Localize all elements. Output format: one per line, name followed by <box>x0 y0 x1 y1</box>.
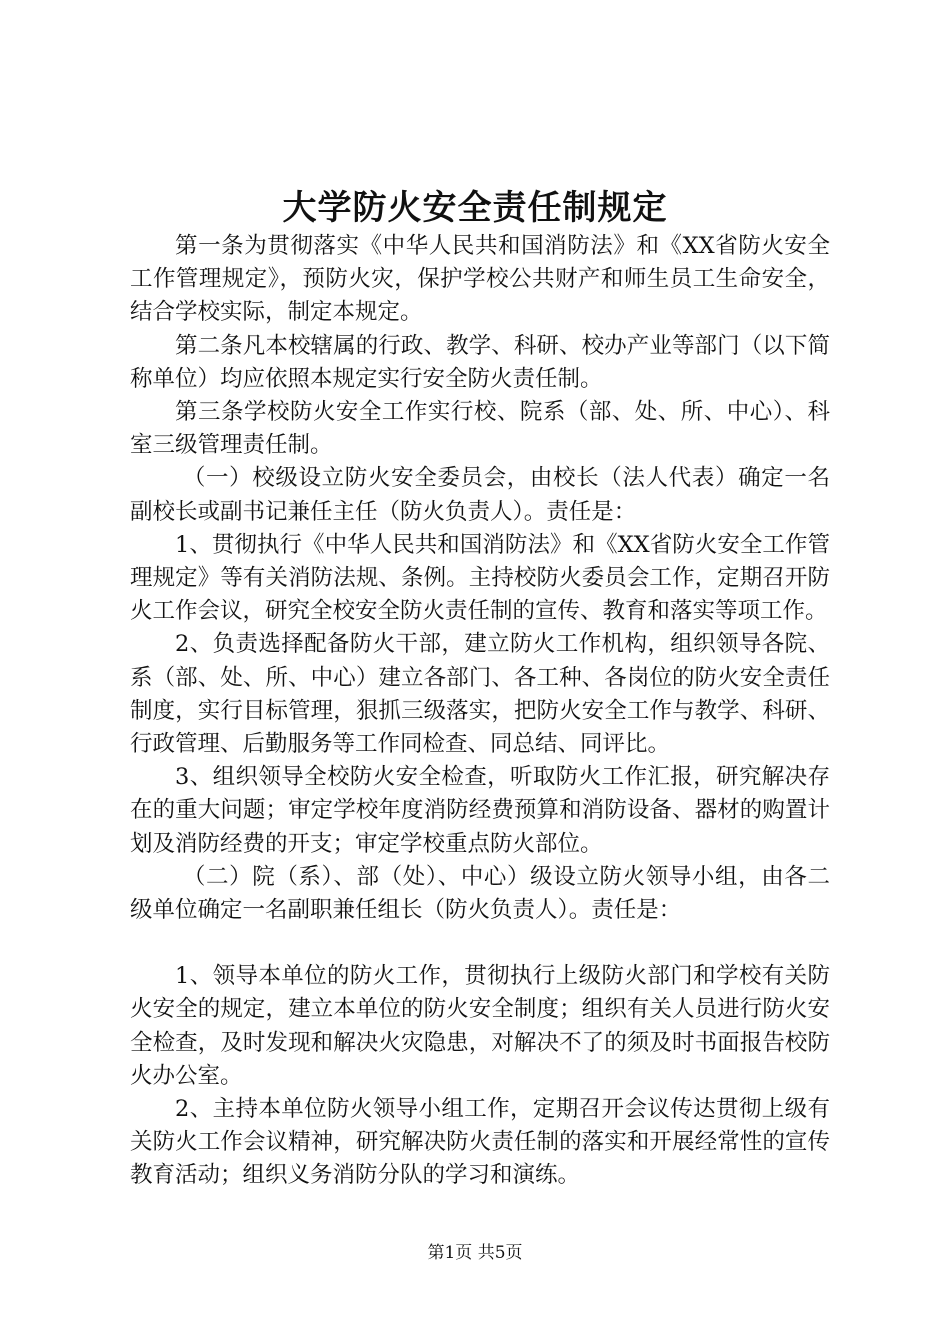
paragraph-section-1: （一）校级设立防火安全委员会，由校长（法人代表）确定一名副校长或副书记兼任主任（防火负责人）。责任是： <box>130 465 830 525</box>
paragraph-section-2: （二）院（系）、部（处）、中心）级设立防火领导小组，由各二级单位确定一名副职兼任组长（防火负责人）。责任是： <box>130 863 830 924</box>
paragraph-item-2-2: 2、主持本单位防火领导小组工作，定期召开会议传达贯彻上级有关防火工作会议精神，研究解决防火责任制的落实和开展经常性的宣传教育活动；组织义务消防分队的学习和演练。 <box>130 1096 830 1189</box>
paragraph-item-1-2: 2、负责选择配备防火干部，建立防火工作机构，组织领导各院、系（部、处、所、中心）建立各部门、各工种、各岗位的防火安全责任制度，实行目标管理，狠抓三级落实，把防火安全工作与教学、科研、行政管理、后勤服务等工作同检查、同总结、同评比。 <box>130 631 830 758</box>
document-title: 大学防火安全责任制规定 <box>282 188 668 228</box>
page-number: 第1页 共5页 <box>427 1243 523 1263</box>
paragraph-article-2: 第二条凡本校辖属的行政、教学、科研、校办产业等部门（以下简称单位）均应依照本规定实行安全防火责任制。 <box>130 332 830 392</box>
paragraph-article-1: 第一条为贯彻落实《中华人民共和国消防法》和《XX省防火安全工作管理规定》，预防火灾，保护学校公共财产和师生员工生命安全，结合学校实际，制定本规定。 <box>130 233 830 326</box>
paragraph-item-1-3: 3、组织领导全校防火安全检查，听取防火工作汇报，研究解决存在的重大问题；审定学校年度消防经费预算和消防设备、器材的购置计划及消防经费的开支；审定学校重点防火部位。 <box>130 764 830 857</box>
document-body <box>130 230 830 1193</box>
paragraph-item-2-1: 1、领导本单位的防火工作，贯彻执行上级防火部门和学校有关防火安全的规定，建立本单位的防火安全制度；组织有关人员进行防火安全检查，及时发现和解决火灾隐患，对解决不了的须及时书面报告校防火办公室。 <box>130 963 830 1089</box>
paragraph-item-1-1: 1、贯彻执行《中华人民共和国消防法》和《XX省防火安全工作管理规定》等有关消防法规、条例。主持校防火委员会工作，定期召开防火工作会议，研究全校安全防火责任制的宣传、教育和落实等项工作。 <box>130 531 830 625</box>
paragraph-article-3: 第三条学校防火安全工作实行校、院系（部、处、所、中心）、科室三级管理责任制。 <box>130 399 830 459</box>
